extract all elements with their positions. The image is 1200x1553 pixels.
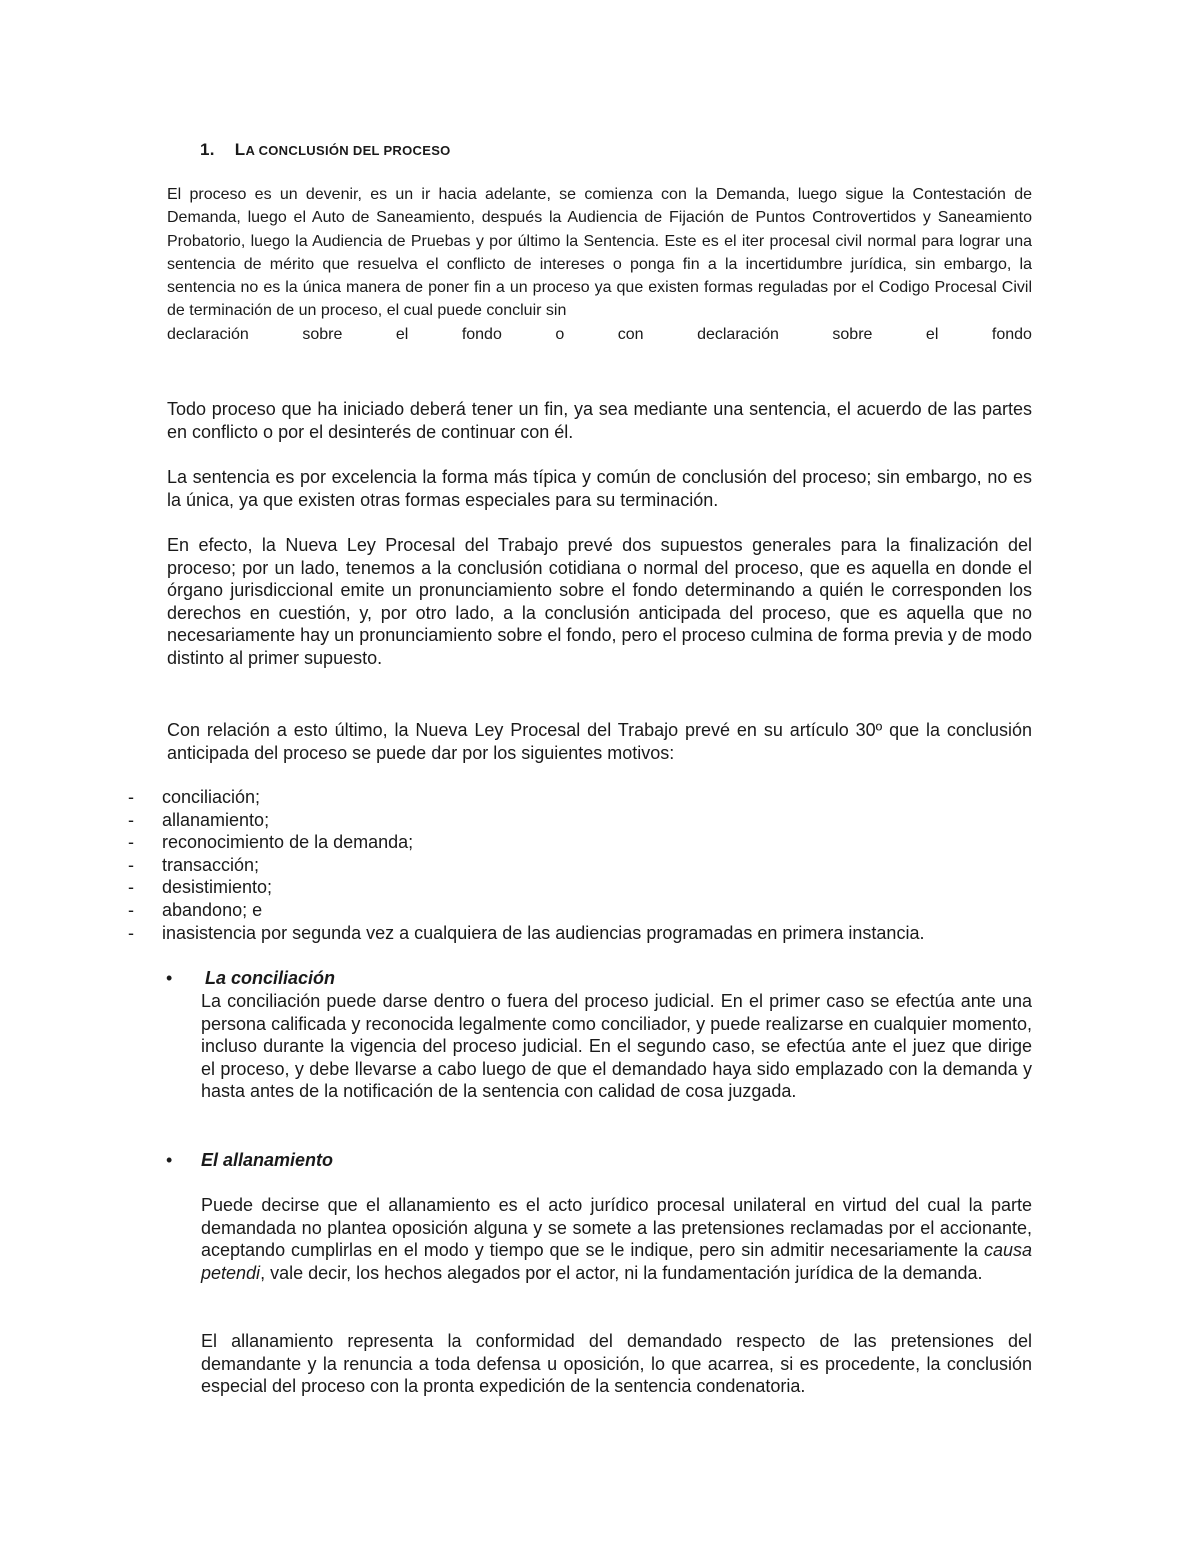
intro-word: con <box>617 325 644 343</box>
bullet-icon: • <box>166 1150 173 1170</box>
list-item-text: allanamiento; <box>162 809 270 830</box>
list-item <box>128 809 924 832</box>
allanamiento-text: Puede decirse que el allanamiento es el acto jurídico procesal unilateral en virtud del cual la parte demandada no plantea oposición alguna y se somete a las pretensiones reclamadas por el accionante, aceptando cumplirlas en el modo y tiempo que se le indique, pero sin admitir necesariamente la <box>201 1195 1032 1261</box>
intro-word: el <box>395 325 409 343</box>
allanamiento-title: El allanamiento <box>201 1150 334 1170</box>
list-item <box>128 831 924 854</box>
intro-word: sobre <box>302 325 343 343</box>
dash-marker: - <box>128 854 134 875</box>
intro-word: declaración <box>697 325 779 343</box>
intro-word: fondo <box>991 325 1032 343</box>
allanamiento-paragraph <box>201 1194 1032 1284</box>
allanamiento-paragraph-2: El allanamiento representa la conformidad del demandado respecto de las pretensiones del demandante y la renuncia a toda defensa u oposición, lo que acarrea, si es procedente, la conclusión especial del proceso con la pronta expedición de la sentencia condenatoria. <box>201 1331 1032 1397</box>
list-item-text: reconocimiento de la demanda; <box>162 832 414 853</box>
intro-text: El proceso es un devenir, es un ir hacia adelante, se comienza con la Demanda, luego sigue la Contestación de Demanda, luego el Auto de Saneamiento, después la Audiencia de Fijación de Puntos Controvertidos y Saneamiento Probatorio, luego la Audiencia de Pruebas y por último la Sentencia. Este es el iter procesal civil normal para lograr una sentencia de mérito que resuelva el conflicto de intereses o ponga fin a la incertidumbre jurídica, sin embargo, la sentencia no es la única manera de poner fin a un proceso ya que existen formas reguladas por el Codigo Procesal Civil de terminación de un proceso, el cual puede concluir sin <box>167 186 1032 320</box>
conciliacion-paragraph: La conciliación puede darse dentro o fuera del proceso judicial. En el primer caso se efectúa ante una persona calificada y reconocida legalmente como conciliador, y puede realizarse en cualquier momento, incluso durante la vigencia del proceso judicial. En el segundo caso, se efectúa ante el juez que dirige el proceso, y debe llevarse a cabo luego de que el demandado haya sido emplazado con la demanda y hasta antes de la notificación de la sentencia con calidad de cosa juzgada. <box>201 991 1032 1102</box>
allanamiento-text-end: , vale decir, los hechos alegados por el actor, ni la fundamentación jurídica de la demanda. <box>260 1262 983 1283</box>
causa-petendi-term: causa petendi <box>201 1240 1032 1283</box>
list-item-text: inasistencia por segunda vez a cualquiera de las audiencias programadas en primera instancia. <box>162 922 925 943</box>
motives-list <box>128 786 924 944</box>
section-heading <box>200 140 451 160</box>
list-item-text: abandono; e <box>162 899 263 920</box>
list-item <box>128 786 924 809</box>
bullet-icon: • <box>166 968 173 988</box>
list-item <box>128 854 924 877</box>
paragraph-motivos: Con relación a esto último, la Nueva Ley Procesal del Trabajo prevé en su artículo 30º que la conclusión anticipada del proceso se puede dar por los siguientes motivos: <box>167 720 1032 763</box>
dash-marker: - <box>128 877 134 898</box>
section-title: A CONCLUSIÓN DEL PROCESO <box>245 143 451 158</box>
intro-word: fondo <box>461 325 502 343</box>
intro-last-line <box>167 323 1032 346</box>
list-item <box>128 899 924 922</box>
intro-word: o <box>555 325 565 343</box>
intro-word: el <box>925 325 939 343</box>
dash-marker: - <box>128 809 134 830</box>
conciliacion-title: La conciliación <box>205 968 336 988</box>
section-number: 1. <box>200 140 215 159</box>
dash-marker: - <box>128 787 134 807</box>
dash-marker: - <box>128 899 134 920</box>
dash-marker: - <box>128 922 134 943</box>
intro-paragraph <box>167 183 1032 346</box>
paragraph-sentencia: La sentencia es por excelencia la forma más típica y común de conclusión del proceso; sin embargo, no es la única, ya que existen otras formas especiales para su terminación. <box>167 467 1032 510</box>
list-item-text: desistimiento; <box>162 877 273 898</box>
paragraph-supuestos: En efecto, la Nueva Ley Procesal del Trabajo prevé dos supuestos generales para la finalización del proceso; por un lado, tenemos a la conclusión cotidiana o normal del proceso, que es aquella en donde el órgano jurisdiccional emite un pronunciamiento sobre el fondo determinando a quién le corresponden los derechos en cuestión, y, por otro lado, a la conclusión anticipada del proceso, que es aquella que no necesariamente hay un pronunciamiento sobre el fondo, pero el proceso culmina de forma previa y de modo distinto al primer supuesto. <box>167 535 1032 668</box>
intro-word: sobre <box>832 325 873 343</box>
intro-word: declaración <box>167 325 249 343</box>
section-title-initial: L <box>234 140 246 159</box>
dash-marker: - <box>128 832 134 853</box>
list-item <box>128 876 924 899</box>
list-item-text: conciliación; <box>162 787 261 807</box>
paragraph-fin-proceso: Todo proceso que ha iniciado deberá tener un fin, ya sea mediante una sentencia, el acuerdo de las partes en conflicto o por el desinterés de continuar con él. <box>167 399 1032 442</box>
list-item-text: transacción; <box>162 854 260 875</box>
list-item <box>128 922 924 945</box>
